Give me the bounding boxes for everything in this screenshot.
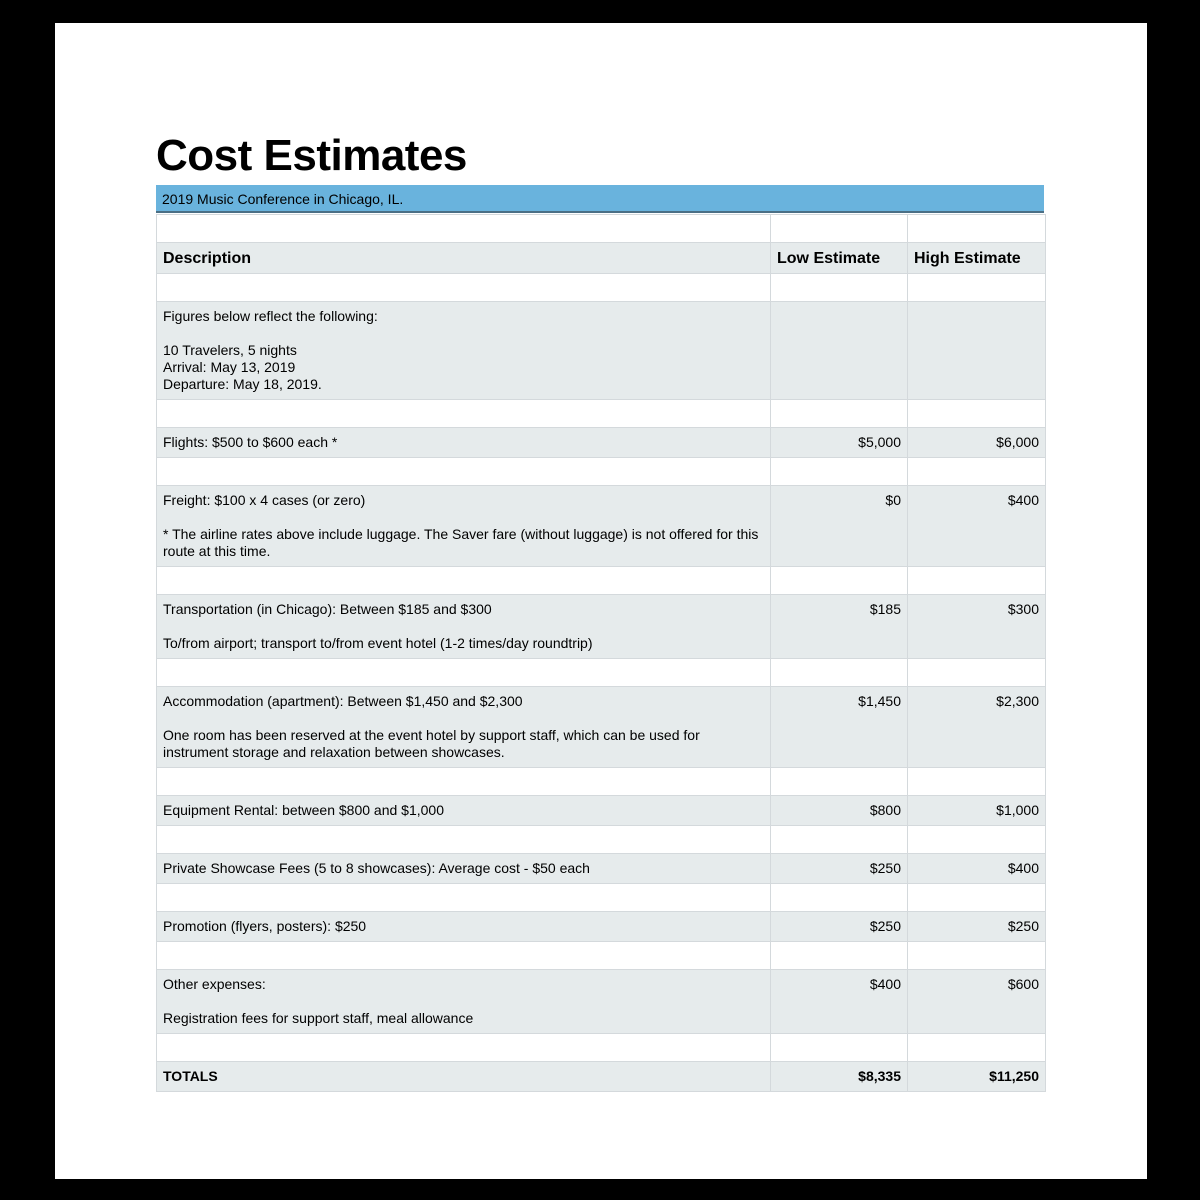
subtitle-banner: 2019 Music Conference in Chicago, IL. — [156, 185, 1044, 213]
spacer-cell — [908, 659, 1046, 687]
item-description: Freight: $100 x 4 cases (or zero) * The airline rates above include luggage. The Saver fare (without luggage) is not offered for this route at this time. — [157, 486, 771, 567]
spacer-cell — [771, 1034, 908, 1062]
spacer-cell — [771, 274, 908, 302]
spacer-row — [157, 458, 1046, 486]
item-low-estimate: $800 — [771, 796, 908, 826]
item-high-estimate: $250 — [908, 912, 1046, 942]
table-row — [157, 595, 1046, 659]
empty-cell — [908, 302, 1046, 400]
cost-estimate-table — [156, 214, 1046, 1092]
table-row — [157, 854, 1046, 884]
item-description: Accommodation (apartment): Between $1,450 and $2,300 One room has been reserved at the event hotel by support staff, which can be used for instrument storage and relaxation between showcases. — [157, 687, 771, 768]
spacer-cell — [157, 659, 771, 687]
spacer-cell — [771, 884, 908, 912]
spacer-cell — [157, 1034, 771, 1062]
table-row — [157, 486, 1046, 567]
spacer-cell — [157, 458, 771, 486]
spacer-row — [157, 768, 1046, 796]
item-low-estimate: $250 — [771, 912, 908, 942]
spacer-cell — [771, 768, 908, 796]
item-description: Equipment Rental: between $800 and $1,000 — [157, 796, 771, 826]
item-high-estimate: $1,000 — [908, 796, 1046, 826]
spacer-cell — [157, 768, 771, 796]
spacer-cell — [157, 942, 771, 970]
item-low-estimate: $1,450 — [771, 687, 908, 768]
spacer-cell — [771, 942, 908, 970]
table-row — [157, 687, 1046, 768]
spacer-row — [157, 942, 1046, 970]
column-header-description: Description — [157, 243, 771, 274]
spacer-cell — [771, 567, 908, 595]
spacer-cell — [157, 567, 771, 595]
spacer-cell — [157, 215, 771, 243]
item-description: Other expenses: Registration fees for support staff, meal allowance — [157, 970, 771, 1034]
spacer-row — [157, 659, 1046, 687]
item-low-estimate: $400 — [771, 970, 908, 1034]
table-body — [157, 215, 1046, 1092]
intro-text: Figures below reflect the following: 10 Travelers, 5 nights Arrival: May 13, 2019 Departure: May 18, 2019. — [157, 302, 771, 400]
spacer-row — [157, 215, 1046, 243]
empty-cell — [771, 302, 908, 400]
totals-high-estimate: $11,250 — [908, 1062, 1046, 1092]
page-title: Cost Estimates — [156, 131, 467, 180]
spacer-row — [157, 826, 1046, 854]
spacer-cell — [771, 215, 908, 243]
spacer-cell — [157, 826, 771, 854]
spacer-cell — [908, 826, 1046, 854]
item-high-estimate: $400 — [908, 486, 1046, 567]
header-row — [157, 243, 1046, 274]
item-high-estimate: $300 — [908, 595, 1046, 659]
totals-row — [157, 1062, 1046, 1092]
spacer-row — [157, 1034, 1046, 1062]
spacer-cell — [157, 274, 771, 302]
table-row — [157, 796, 1046, 826]
column-header-high-estimate: High Estimate — [908, 243, 1046, 274]
spacer-cell — [771, 458, 908, 486]
spacer-cell — [908, 274, 1046, 302]
table-row — [157, 970, 1046, 1034]
spacer-row — [157, 400, 1046, 428]
spacer-cell — [157, 400, 771, 428]
spacer-cell — [908, 768, 1046, 796]
spacer-row — [157, 274, 1046, 302]
totals-label: TOTALS — [157, 1062, 771, 1092]
item-description: Flights: $500 to $600 each * — [157, 428, 771, 458]
item-low-estimate: $5,000 — [771, 428, 908, 458]
item-high-estimate: $6,000 — [908, 428, 1046, 458]
spacer-cell — [908, 567, 1046, 595]
document-page — [55, 23, 1147, 1179]
item-low-estimate: $0 — [771, 486, 908, 567]
item-description: Transportation (in Chicago): Between $185 and $300 To/from airport; transport to/from event hotel (1-2 times/day roundtrip) — [157, 595, 771, 659]
spacer-cell — [908, 1034, 1046, 1062]
spacer-cell — [771, 400, 908, 428]
item-low-estimate: $250 — [771, 854, 908, 884]
spacer-cell — [771, 659, 908, 687]
column-header-low-estimate: Low Estimate — [771, 243, 908, 274]
item-high-estimate: $400 — [908, 854, 1046, 884]
table-row — [157, 428, 1046, 458]
spacer-cell — [771, 826, 908, 854]
totals-low-estimate: $8,335 — [771, 1062, 908, 1092]
item-description: Promotion (flyers, posters): $250 — [157, 912, 771, 942]
spacer-row — [157, 884, 1046, 912]
item-description: Private Showcase Fees (5 to 8 showcases): Average cost - $50 each — [157, 854, 771, 884]
item-high-estimate: $600 — [908, 970, 1046, 1034]
spacer-cell — [908, 884, 1046, 912]
spacer-cell — [908, 458, 1046, 486]
item-low-estimate: $185 — [771, 595, 908, 659]
spacer-row — [157, 567, 1046, 595]
item-high-estimate: $2,300 — [908, 687, 1046, 768]
spacer-cell — [908, 215, 1046, 243]
spacer-cell — [157, 884, 771, 912]
intro-row — [157, 302, 1046, 400]
spacer-cell — [908, 942, 1046, 970]
table-row — [157, 912, 1046, 942]
spacer-cell — [908, 400, 1046, 428]
